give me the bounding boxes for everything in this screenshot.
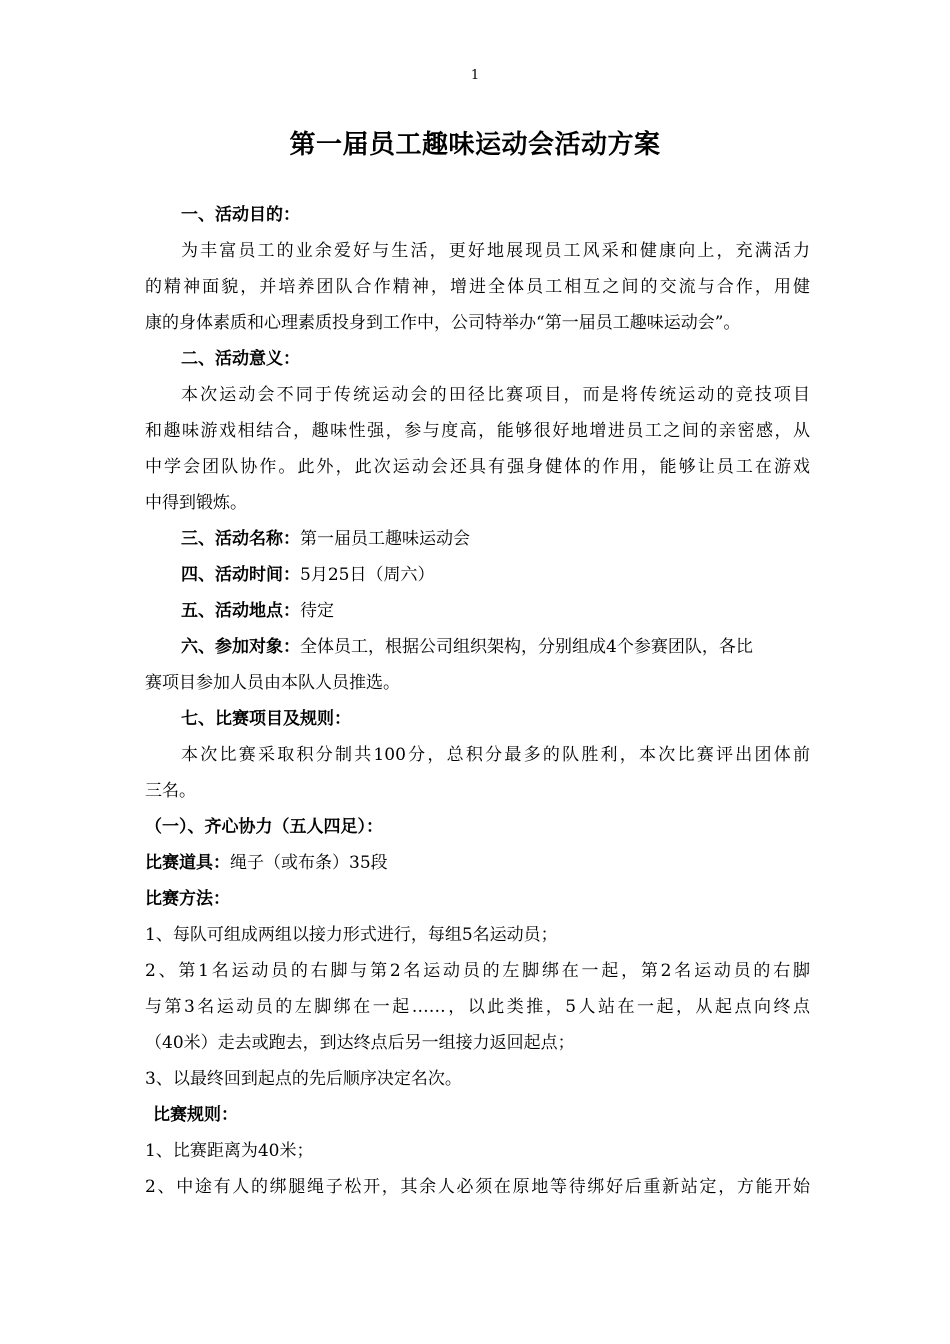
paragraph-line: 赛项目参加人员由本队人员推选。 — [145, 673, 400, 693]
section-label: 五、活动地点： — [181, 601, 300, 621]
document-body — [145, 197, 810, 1205]
paragraph-line: 康的身体素质和心理素质投身到工作中，公司特举办“第一届员工趣味运动会”。 — [145, 313, 741, 333]
props-label: 比赛道具： — [145, 853, 230, 873]
list-item: 1、每队可组成两组以接力形式进行，每组5名运动员； — [145, 925, 558, 945]
section-value: 第一届员工趣味运动会 — [300, 529, 470, 549]
paragraph-line: 三名。 — [145, 781, 196, 801]
section-value: 待定 — [300, 601, 334, 621]
section-heading-meaning: 二、活动意义： — [181, 349, 300, 369]
list-item: 与第3名运动员的左脚绑在一起……，以此类推，5人站在一起，从起点向终点 — [145, 997, 810, 1017]
section-value: 5月25日（周六） — [300, 565, 435, 585]
paragraph-line: 为丰富员工的业余爱好与生活，更好地展现员工风采和健康向上，充满活力 — [181, 241, 810, 261]
method-heading: 比赛方法： — [145, 889, 230, 909]
paragraph-line: 中学会团队协作。此外，此次运动会还具有强身健体的作用，能够让员工在游戏 — [145, 457, 810, 477]
props-value: 绳子（或布条）35段 — [230, 853, 388, 873]
paragraph-line: 和趣味游戏相结合，趣味性强，参与度高，能够很好地增进员工之间的亲密感，从 — [145, 421, 810, 441]
section-heading-events: 七、比赛项目及规则： — [181, 709, 351, 729]
rules-heading: 比赛规则： — [153, 1105, 238, 1125]
section-label: 三、活动名称： — [181, 529, 300, 549]
section-activity-location — [145, 593, 810, 629]
list-item: 2、第1名运动员的右脚与第2名运动员的左脚绑在一起，第2名运动员的右脚 — [145, 961, 810, 981]
list-item: 2、中途有人的绑腿绳子松开，其余人必须在原地等待绑好后重新站定，方能开始 — [145, 1177, 810, 1197]
section-label: 六、参加对象： — [181, 637, 300, 657]
paragraph-line: 本次比赛采取积分制共100分，总积分最多的队胜利，本次比赛评出团体前 — [181, 745, 810, 765]
list-item: （40米）走去或跑去，到达终点后另一组接力返回起点； — [145, 1033, 575, 1053]
paragraph-line: 的精神面貌，并培养团队合作精神，增进全体员工相互之间的交流与合作，用健 — [145, 277, 810, 297]
paragraph-line: 本次运动会不同于传统运动会的田径比赛项目，而是将传统运动的竞技项目 — [181, 385, 810, 405]
section-activity-name — [145, 521, 810, 557]
section-label: 四、活动时间： — [181, 565, 300, 585]
event-props — [145, 845, 810, 881]
event-heading: （一）、齐心协力（五人四足）： — [145, 817, 383, 837]
document-title: 第一届员工趣味运动会活动方案 — [289, 130, 661, 160]
section-activity-time — [145, 557, 810, 593]
list-item: 3、以最终回到起点的先后顺序决定名次。 — [145, 1069, 462, 1089]
section-heading-purpose: 一、活动目的： — [181, 205, 300, 225]
section-participants — [145, 629, 810, 665]
list-item: 1、比赛距离为40米； — [145, 1141, 314, 1161]
paragraph-line: 中得到锻炼。 — [145, 493, 247, 513]
section-value: 全体员工，根据公司组织架构，分别组成4个参赛团队，各比 — [300, 637, 753, 657]
page-number: 1 — [470, 68, 480, 83]
